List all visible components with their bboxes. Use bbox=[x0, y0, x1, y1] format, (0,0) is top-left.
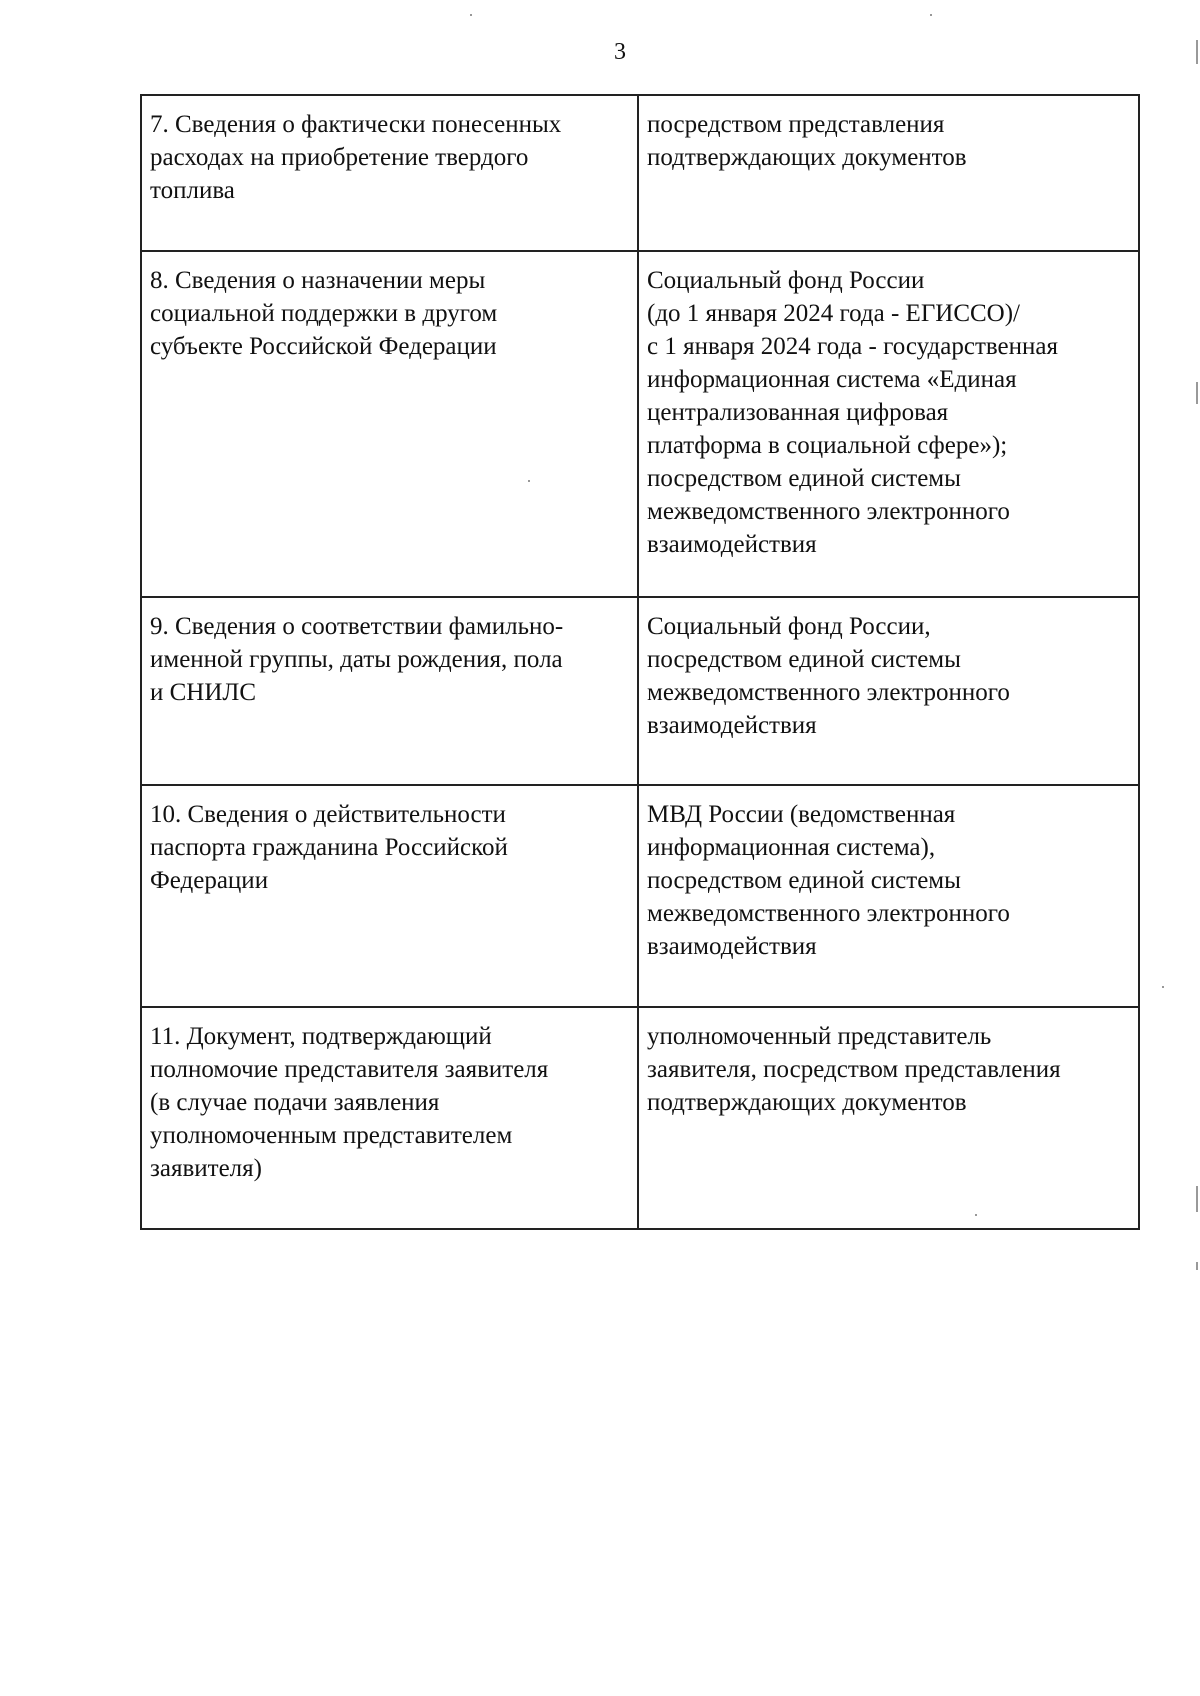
table-cell-item bbox=[141, 597, 638, 785]
scan-edge-mark bbox=[1196, 382, 1198, 404]
table-cell-item bbox=[141, 251, 638, 597]
table-cell-item bbox=[141, 1007, 638, 1229]
item-description: 11. Документ, подтверждающий полномочие представителя заявителя (в случае подачи заявления уполномоченным представителем заявителя) bbox=[150, 1023, 549, 1182]
table-cell-source bbox=[638, 597, 1139, 785]
item-source: Социальный фонд России, посредством единой системы межведомственного электронного взаимодействия bbox=[647, 613, 1010, 739]
item-description: 9. Сведения о соответствии фамильно- именной группы, даты рождения, пола и СНИЛС bbox=[150, 613, 564, 706]
page-number: 3 bbox=[614, 39, 626, 65]
scan-edge-mark bbox=[1196, 1186, 1198, 1212]
item-source: уполномоченный представитель заявителя, посредством представления подтверждающих документов bbox=[647, 1023, 1061, 1116]
table-row bbox=[141, 785, 1139, 1007]
table-cell-source bbox=[638, 95, 1139, 251]
table-row bbox=[141, 1007, 1139, 1229]
table-cell-source bbox=[638, 785, 1139, 1007]
item-source: Социальный фонд России (до 1 января 2024 года - ЕГИССО)/ с 1 января 2024 года - государственная информационная система «Единая централизованная цифровая платформа в социальной сфере»); посредством единой системы межведомственного электронного взаимодействия bbox=[647, 267, 1058, 558]
table-cell-item bbox=[141, 95, 638, 251]
scan-speck bbox=[930, 14, 932, 16]
table-row bbox=[141, 597, 1139, 785]
scan-speck bbox=[975, 1214, 977, 1216]
scan-edge-mark bbox=[1196, 1262, 1198, 1270]
table-row bbox=[141, 251, 1139, 597]
item-source: посредством представления подтверждающих документов bbox=[647, 111, 967, 171]
table-cell-source bbox=[638, 251, 1139, 597]
item-description: 10. Сведения о действительности паспорта гражданина Российской Федерации bbox=[150, 801, 508, 894]
document-table bbox=[140, 94, 1140, 1230]
scan-speck bbox=[1162, 986, 1164, 988]
item-source: МВД России (ведомственная информационная система), посредством единой системы межведомственного электронного взаимодействия bbox=[647, 801, 1010, 960]
scan-speck bbox=[470, 14, 472, 16]
item-description: 8. Сведения о назначении меры социальной поддержки в другом субъекте Российской Федерации bbox=[150, 267, 498, 360]
scan-speck bbox=[528, 480, 530, 482]
scan-edge-mark bbox=[1196, 40, 1198, 64]
table-cell-item bbox=[141, 785, 638, 1007]
table-row bbox=[141, 95, 1139, 251]
item-description: 7. Сведения о фактически понесенных расходах на приобретение твердого топлива bbox=[150, 111, 562, 204]
table-cell-source bbox=[638, 1007, 1139, 1229]
